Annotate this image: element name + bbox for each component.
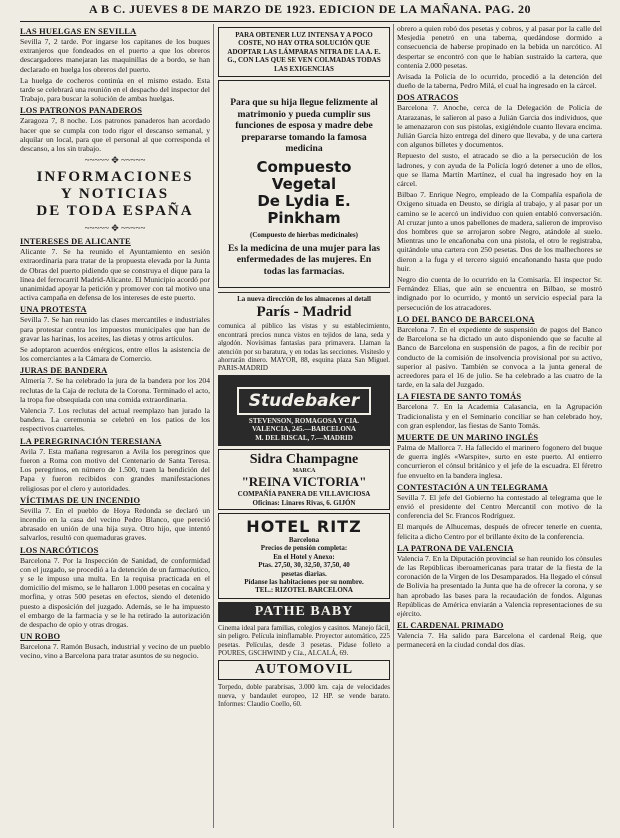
ad-paris-text: comunica al público las vistas y su establecimiento, encontrará precios nunca vistos en tejidos de lana, seda y algodón. Novísimas fantasías para primavera. Llaman la atención por su baratura, y en todas las secciones. Visiteslo y ahorrarán dinero. MAYOR, 88, esquina plaza San Miguel. PARIS-MADRID bbox=[218, 322, 390, 373]
ad-divider bbox=[218, 292, 390, 293]
ornament-icon: ~~~~~ ✥ ~~~~~ bbox=[84, 223, 146, 234]
ad-pathe-title: PATHE BABY bbox=[254, 603, 354, 619]
section-title: LA PEREGRINACIÓN TERESIANA bbox=[20, 436, 162, 446]
ad-studebaker-line: M. DEL RISCAL, 7.—MADRID bbox=[255, 433, 353, 442]
article-text: Sevilla 7, 2 tarde. Por ingarse los capitanes de los buques extranjeros que fondeados en el puerto a que los obreros descargadores manejaran las maquinillas de a bordo, se han declarado en huelga los obreros del puerto. bbox=[20, 37, 210, 74]
article-text: Alicante 7. Se ha reunido el Ayuntamiento en sesión extraordinaria para tratar de la propuesta elevada por la Junta de Obras del puerto pidiendo que se construya el dique para la línea del ferrocarril Madrid-Alicante. El Municipio acordó por unanimidad apoyar la petición y promover con tal motivo una activa campaña en defensa de los intereses de este puerto. bbox=[20, 247, 210, 303]
ad-sidra bbox=[218, 449, 390, 510]
ad-auto-text: Torpedo, doble parabrisas, 3.000 km. caja de velocidades nueva, y bandaulet europeo, 12 HP. se vende barato. Informes: Claudio Coello, 60. bbox=[218, 683, 390, 709]
ad-paris-madrid bbox=[218, 295, 390, 373]
ad-automovil bbox=[218, 660, 390, 680]
ad-hotel-tel: TEL.: RIZOTEL BARCELONA bbox=[255, 586, 353, 595]
section-title: CONTESTACIÓN A UN TELEGRAMA bbox=[397, 482, 548, 492]
ad-studebaker-logo: Studebaker bbox=[237, 387, 371, 415]
header-rule bbox=[20, 21, 600, 22]
ad-aeg-text: PARA OBTENER LUZ INTENSA Y A POCO COSTE, NO HAY OTRA SOLUCIÓN QUE ADOPTAR LAS LÁMPARAS NITRA DE LA A. E. G., CON LAS QUE SE VEN COLMADAS TODAS LAS EXIGENCIAS bbox=[227, 31, 381, 73]
article-text: Valencia 7. Los reclutas del actual reemplazo han jurado la bandera. La ceremonia se celebró en los patios de los respectivos cuarteles. bbox=[20, 406, 210, 434]
ad-paris-title: París - Madrid bbox=[256, 304, 352, 321]
article-text: Barcelona 7. En la Academia Calasancia, en la Agrupación Tradicionalista y en el Seminario conciliar se han celebrado hoy, con gran esplendor, las fiestas de Santo Tomás. bbox=[397, 402, 602, 430]
ad-sidra-brand: "REINA VICTORIA" bbox=[241, 474, 367, 490]
column-divider bbox=[213, 24, 214, 828]
ad-pinkham-sub: (Compuesto de hierbas medicinales) bbox=[250, 230, 358, 239]
ad-pathe bbox=[218, 602, 390, 622]
section-title: DOS ATRACOS bbox=[397, 93, 459, 103]
ad-hotel-title: HOTEL RITZ bbox=[246, 516, 362, 536]
article-text: Barcelona 7. En el expediente de suspensión de pagos del Banco de Barcelona se ha dictado un auto disponiendo que se faculte al Banco de Barcelona en suspensión de pagos, a fin de recibir por conducto de la comisión de insolvencia provisional por su activo, superior al pasivo. También se convoca a la junta general de acreedores para el 16 de julio. Se ha celebrado a las cuatro de la tarde, en la sala del Juzgado. bbox=[397, 324, 602, 390]
section-title: LA FIESTA DE SANTO TOMÁS bbox=[397, 392, 522, 402]
ad-pathe-text: Cinema ideal para familias, colegios y casinos. Manejo fácil, sin peligro. Película ininflamable. Proyector automático, 225 pesetas. Películas, desde 3 pesetas. Pídase folleto a POURES, GSCHWIND y Cía., ALCALÁ, 69. bbox=[218, 623, 390, 657]
article-text: Bilbao 7. Enrique Negro, empleado de la Compañía española de Oxígeno situada en Deusto, se dirigía al trabajo, y al pasar por un camino se le acercó un individuo con quien entabló conversación. Al cruzar junto a unos pabellones de madera, salieron de improviso dos hombres que se arrojaron sobre Negro, atándole al suelo. Mientras uno le encañonaba con una pistola, el otro le registraba, quitándole una cartera con 250 pesetas. Dos de los malhechores se dieron a la fuga y el tercero siguió encañonando hasta que pudo huir. bbox=[397, 190, 602, 273]
banner-line: DE TODA ESPAÑA bbox=[36, 203, 194, 220]
article-text: Se adoptaron acuerdos enérgicos, entre ellos la asistencia de los comerciantes a la Cámara de Comercio. bbox=[20, 345, 210, 364]
column-left bbox=[20, 24, 210, 830]
ornament-icon: ~~~~~ ✥ ~~~~~ bbox=[84, 155, 146, 166]
ad-hotel-contact: Pídanse las habitaciones por su nombre. bbox=[244, 577, 364, 586]
article-text: Valencia 7. Ha salido para Barcelona el cardenal Reig, que permanecerá en la ciudad condal dos días. bbox=[397, 631, 602, 650]
ad-hotel-anexo: En el Hotel y Anexo: bbox=[273, 552, 335, 561]
ad-aeg bbox=[218, 27, 390, 77]
ad-sidra-marca: MARCA bbox=[292, 468, 316, 475]
ad-sidra-title: Sidra Champagne bbox=[249, 452, 359, 468]
article-text: Sevilla 7. El jefe del Gobierno ha contestado al telegrama que le envió el presidente del Centro Mercantil con motivo de la conferencia del Sr. Francos Rodríguez. bbox=[397, 492, 602, 521]
article-text: obrero a quien robó dos pesetas y cobros, y al pasar por la calle del Mesjedia penetró en una taberna, quedándose dormido a consecuencia de haberse propinado en la bebida un narcótico. Al despertar se encontró con que le habían sustraído la cartera, que contenía 2.000 pesetas. bbox=[397, 24, 602, 70]
section-title: MUERTE DE UN MARINO INGLÉS bbox=[397, 432, 539, 442]
ad-pinkham-name-line: Compuesto Vegetal bbox=[256, 157, 352, 193]
section-title: VÍCTIMAS DE UN INCENDIO bbox=[20, 495, 141, 505]
section-title: UNA PROTESTA bbox=[20, 305, 87, 315]
section-title: LO DEL BANCO DE BARCELONA bbox=[397, 314, 535, 324]
section-title: EL CARDENAL PRIMADO bbox=[397, 621, 504, 631]
article-text: Avila 7. Esta mañana regresaron a Avila los peregrinos que fueron a Roma con motivo del Centenario de Santa Teresa. Los peregrinos, en número de 1.500, traen la bendición del Papa y fueron recibidos con grandes manifestaciones religiosas por el clero y autoridades. bbox=[20, 446, 210, 493]
article-text: Barcelona 7. Ramón Busach, industrial y vecino de un pueblo vecino, vino a Barcelona para tratar asuntos de su negocio. bbox=[20, 642, 210, 661]
article-text: Sevilla 7. En el pueblo de Hoya Redonda se declaró un incendio en la casa del vecino Pedro Blanco, que pereció abrasado en unión de una hija suya. Otro hijo, que intentó salvarlos, resultó con quemaduras graves. bbox=[20, 505, 210, 543]
article-text: Zaragoza 7, 8 noche. Los patronos panaderos han acordado hacer que se cumpla con todo rigor el descanso semanal, y alquilar un local, para que el personal al que corresponda el descanso, a los sin trabajo. bbox=[20, 116, 210, 154]
ad-sidra-company: COMPAÑÍA PANERA DE VILLAVICIOSA bbox=[237, 490, 371, 499]
article-text: Repuesto del susto, el atracado se dio a la persecución de los ladrones, y con ayuda de la Policía logró detener a uno de ellos, que se llama Martín Martínez, el cual ha ingresado hoy en la cárcel. bbox=[397, 151, 602, 189]
ad-hotel-per: pesetas diarias. bbox=[281, 569, 327, 578]
article-text: Sevilla 7. Se han reunido las clases mercantiles e industriales para protestar contra los impuestos municipales que han de gravar las harinas, los aceites, las dietas y otros artículos. bbox=[20, 315, 210, 343]
column-middle bbox=[218, 24, 390, 830]
article-text: Barcelona 7. Por la Inspección de Sanidad, de conformidad con el juzgado, se procedió a la detención de un farmacéutico, y se le impuso una multa. En la requisa practicada en el domicilio del mismo, se le hallaron 1.000 pesetas en cocaína y morfina, y otras 500 pesetas en efectos, siendo el detenido puesto a disposición del juzgado. Además, se le ha impuesto el embargo de la farmacia y se le ha retirado la autorización de despacho de opio y otras drogas. bbox=[20, 555, 210, 629]
ad-pinkham-outro: Es la medicina de una mujer para las enfermedades de las mujeres. En todas las farmacias. bbox=[227, 242, 380, 277]
article-text: Valencia 7. En la Diputación provincial se han reunido los cónsules de las Repúblicas iberoamericanas para tratar de la fiesta de la coronación de la Virgen de los Desamparados. Ha llegado el cónsul de Bolivia ha presentado la Junta que ha de ofrecer la corona, y se han aprobado las bases para la recaudación de fondos. Algunas Repúblicas de América enviarán a Valencia representaciones de su ejército. bbox=[397, 553, 602, 618]
article-text: El marqués de Alhucemas, después de ofrecer tenerle en cuenta, felicita a dicho Centro por el brillante éxito de la conferencia. bbox=[397, 522, 602, 541]
article-text: Palma de Mallorca 7. Ha fallecido el marinero fogonero del buque de guerra inglés «Warspite», surto en este puerto. Al entierro concurrieron el cónsul británico y el jefe de la escuadra. El féretro fue envuelto en la bandera inglesa. bbox=[397, 442, 602, 480]
article-text: La huelga de cocheros continúa en el mismo estado. Esta tarde se celebrará una reunión en el despacho del inspector del Trabajo, para buscar la solución de ambas huelgas. bbox=[20, 75, 210, 104]
section-title: LAS HUELGAS EN SEVILLA bbox=[20, 27, 137, 36]
ad-pinkham-name-line: De Lydia E. Pinkham bbox=[257, 191, 351, 227]
ad-sidra-address: Oficinas: Linares Rivas, 6. GIJÓN bbox=[252, 498, 356, 507]
section-title: LA PATRONA DE VALENCIA bbox=[397, 543, 514, 553]
banner-line: INFORMACIONES bbox=[36, 169, 194, 186]
ad-studebaker-line: VALENCIA, 245.—BARCELONA bbox=[252, 425, 356, 434]
ad-pinkham-name bbox=[227, 159, 381, 227]
section-title: UN ROBO bbox=[20, 632, 61, 642]
ad-hotel-city: Barcelona bbox=[288, 535, 320, 544]
section-title: LOS PATRONOS PANADEROS bbox=[20, 106, 143, 116]
ad-auto-title: AUTOMOVIL bbox=[254, 662, 354, 678]
section-banner bbox=[20, 169, 210, 220]
ad-hotel-ritz bbox=[218, 513, 390, 599]
article-text: Avisada la Policía de lo ocurrido, procedió a la detención del dueño de la taberna, Pedro Milá, el cual ha ingresado en la cárcel. bbox=[397, 72, 602, 91]
page-header: A B C. JUEVES 8 DE MARZO DE 1923. EDICION DE LA MAÑANA. PAG. 20 bbox=[89, 2, 531, 16]
section-title: INTERESES DE ALICANTE bbox=[20, 237, 131, 247]
ad-paris-head: La nueva dirección de los almacenes al detall bbox=[237, 295, 371, 304]
column-divider bbox=[393, 24, 394, 828]
column-right bbox=[397, 24, 602, 830]
article-text: Almería 7. Se ha celebrado la jura de la bandera por los 204 reclutas de la Caja de recluta de la Corona. Terminado el acto, la tropa fue obsequiada con una comida extraordinaria. bbox=[20, 376, 210, 404]
article-text: Barcelona 7. Anoche, cerca de la Delegación de Policía de Atarazanas, le salieron al paso a Julián Garcia dos individuos, que le amenazaron con sus pistolas, exigiéndole cuanto llevara encima. Julián García hizo entrega del dinero que llevaba, y de una cartera con algunos billetes y documentos. bbox=[397, 103, 602, 150]
section-title: LOS NARCÓTICOS bbox=[20, 545, 99, 555]
banner-line: Y NOTICIAS bbox=[60, 186, 170, 203]
ad-hotel-sub: Precios de pensión completa: bbox=[260, 544, 348, 553]
ad-studebaker bbox=[218, 375, 390, 446]
ad-studebaker-line: STEVENSON, ROMAGOSA Y CIA. bbox=[248, 416, 360, 425]
ad-hotel-prices: Ptas. 27,50, 30, 32,50, 37,50, 40 bbox=[258, 561, 350, 570]
article-text: Negro dio cuenta de lo ocurrido en la Comisaría. El inspector Sr. Fernández Elias, que aún se encuentra en Bilbao, se mostró indignado por lo ocurrido, y montó un servicio especial para la persecución de los atracadores. bbox=[397, 275, 602, 312]
section-title: JURAS DE BANDERA bbox=[20, 366, 108, 376]
ad-pinkham bbox=[218, 80, 390, 288]
ad-pinkham-intro: Para que su hija llegue felizmente al matrimonio y pueda cumplir sus funciones de esposa y madre debe prepararse tomando la famosa medicina bbox=[230, 97, 378, 155]
